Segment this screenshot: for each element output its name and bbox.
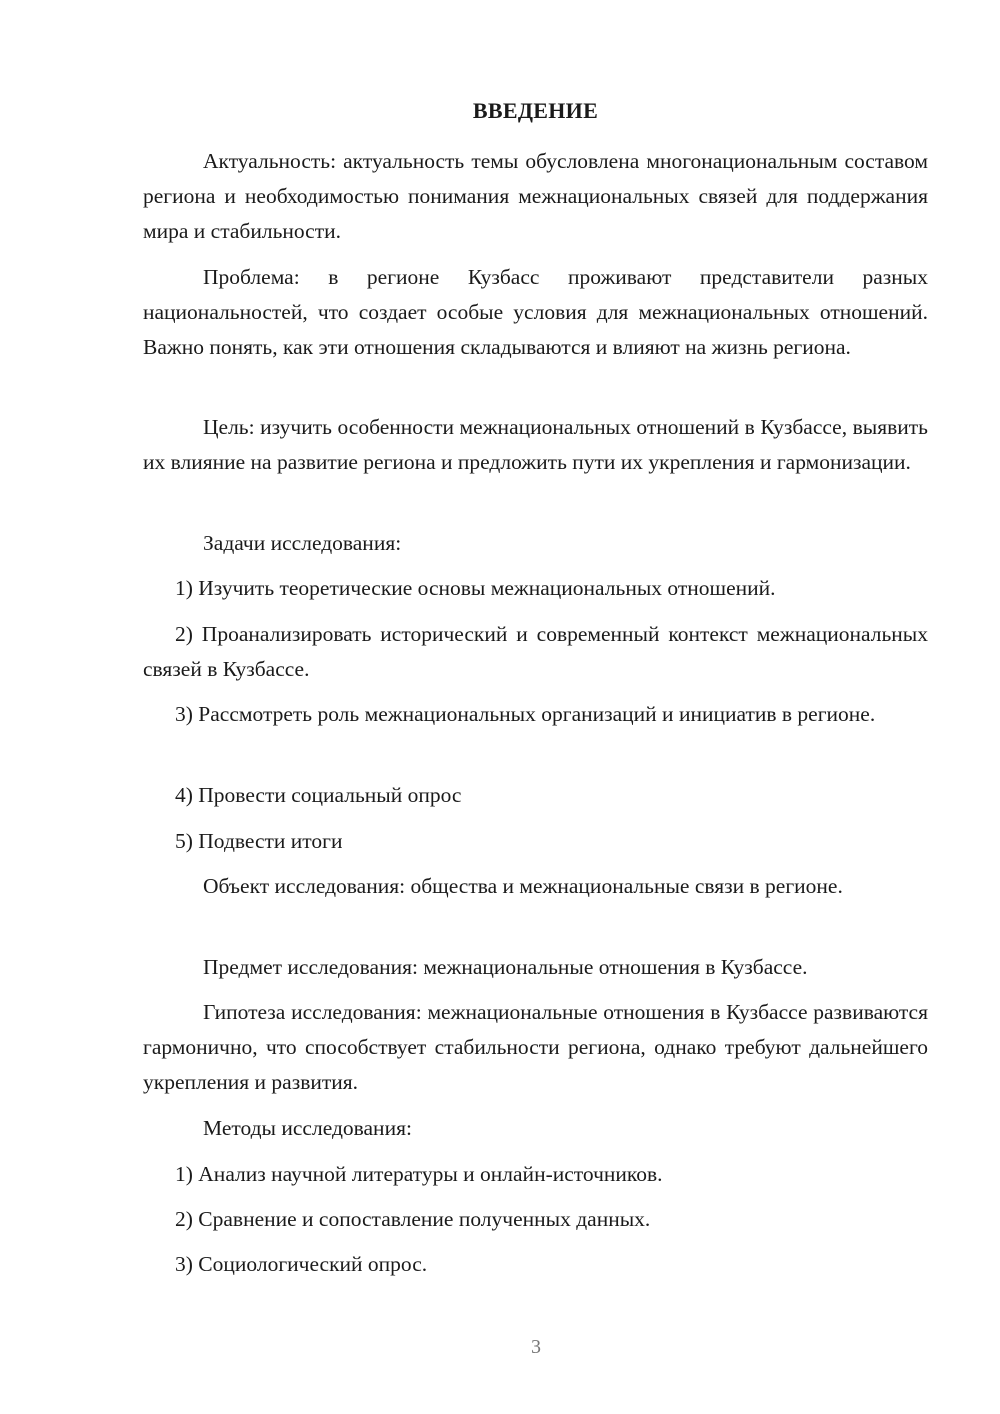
subject-paragraph: Предмет исследования: межнациональные отношения в Кузбассе. xyxy=(203,955,808,979)
method-item: 2) Сравнение и сопоставление полученных данных. xyxy=(175,1207,651,1231)
task-item: 2) Проанализировать исторический и современный контекст межнациональных связей в Кузбассе. xyxy=(143,622,928,681)
methods-heading: Методы исследования: xyxy=(203,1116,412,1140)
page-title: ВВЕДЕНИЕ xyxy=(472,98,599,123)
object-paragraph: Объект исследования: общества и межнациональные связи в регионе. xyxy=(203,874,843,898)
method-item: 3) Социологический опрос. xyxy=(175,1252,428,1276)
task-item: 4) Провести социальный опрос xyxy=(175,783,462,807)
goal-paragraph: Цель: изучить особенности межнациональных отношений в Кузбассе, выявить их влияние на развитие региона и предложить пути их укрепления и гармонизации. xyxy=(143,415,928,474)
task-item: 3) Рассмотреть роль межнациональных организаций и инициатив в регионе. xyxy=(175,702,876,726)
page-number: 3 xyxy=(531,1336,541,1358)
problem-paragraph: Проблема: в регионе Кузбасс проживают представители разных национальностей, что создает особые условия для межнациональных отношений. Важно понять, как эти отношения складываются и влияют на жизнь региона. xyxy=(143,265,928,359)
task-item: 1) Изучить теоретические основы межнациональных отношений. xyxy=(175,576,776,600)
actuality-paragraph: Актуальность: актуальность темы обусловлена многонациональным составом региона и необходимостью понимания межнациональных связей для поддержания мира и стабильности. xyxy=(143,149,928,243)
method-item: 1) Анализ научной литературы и онлайн-источников. xyxy=(175,1162,663,1186)
task-item: 5) Подвести итоги xyxy=(175,829,343,853)
hypothesis-paragraph: Гипотеза исследования: межнациональные отношения в Кузбассе развиваются гармонично, что способствует стабильности региона, однако требуют дальнейшего укрепления и развития. xyxy=(143,1000,928,1094)
tasks-heading: Задачи исследования: xyxy=(203,531,402,555)
